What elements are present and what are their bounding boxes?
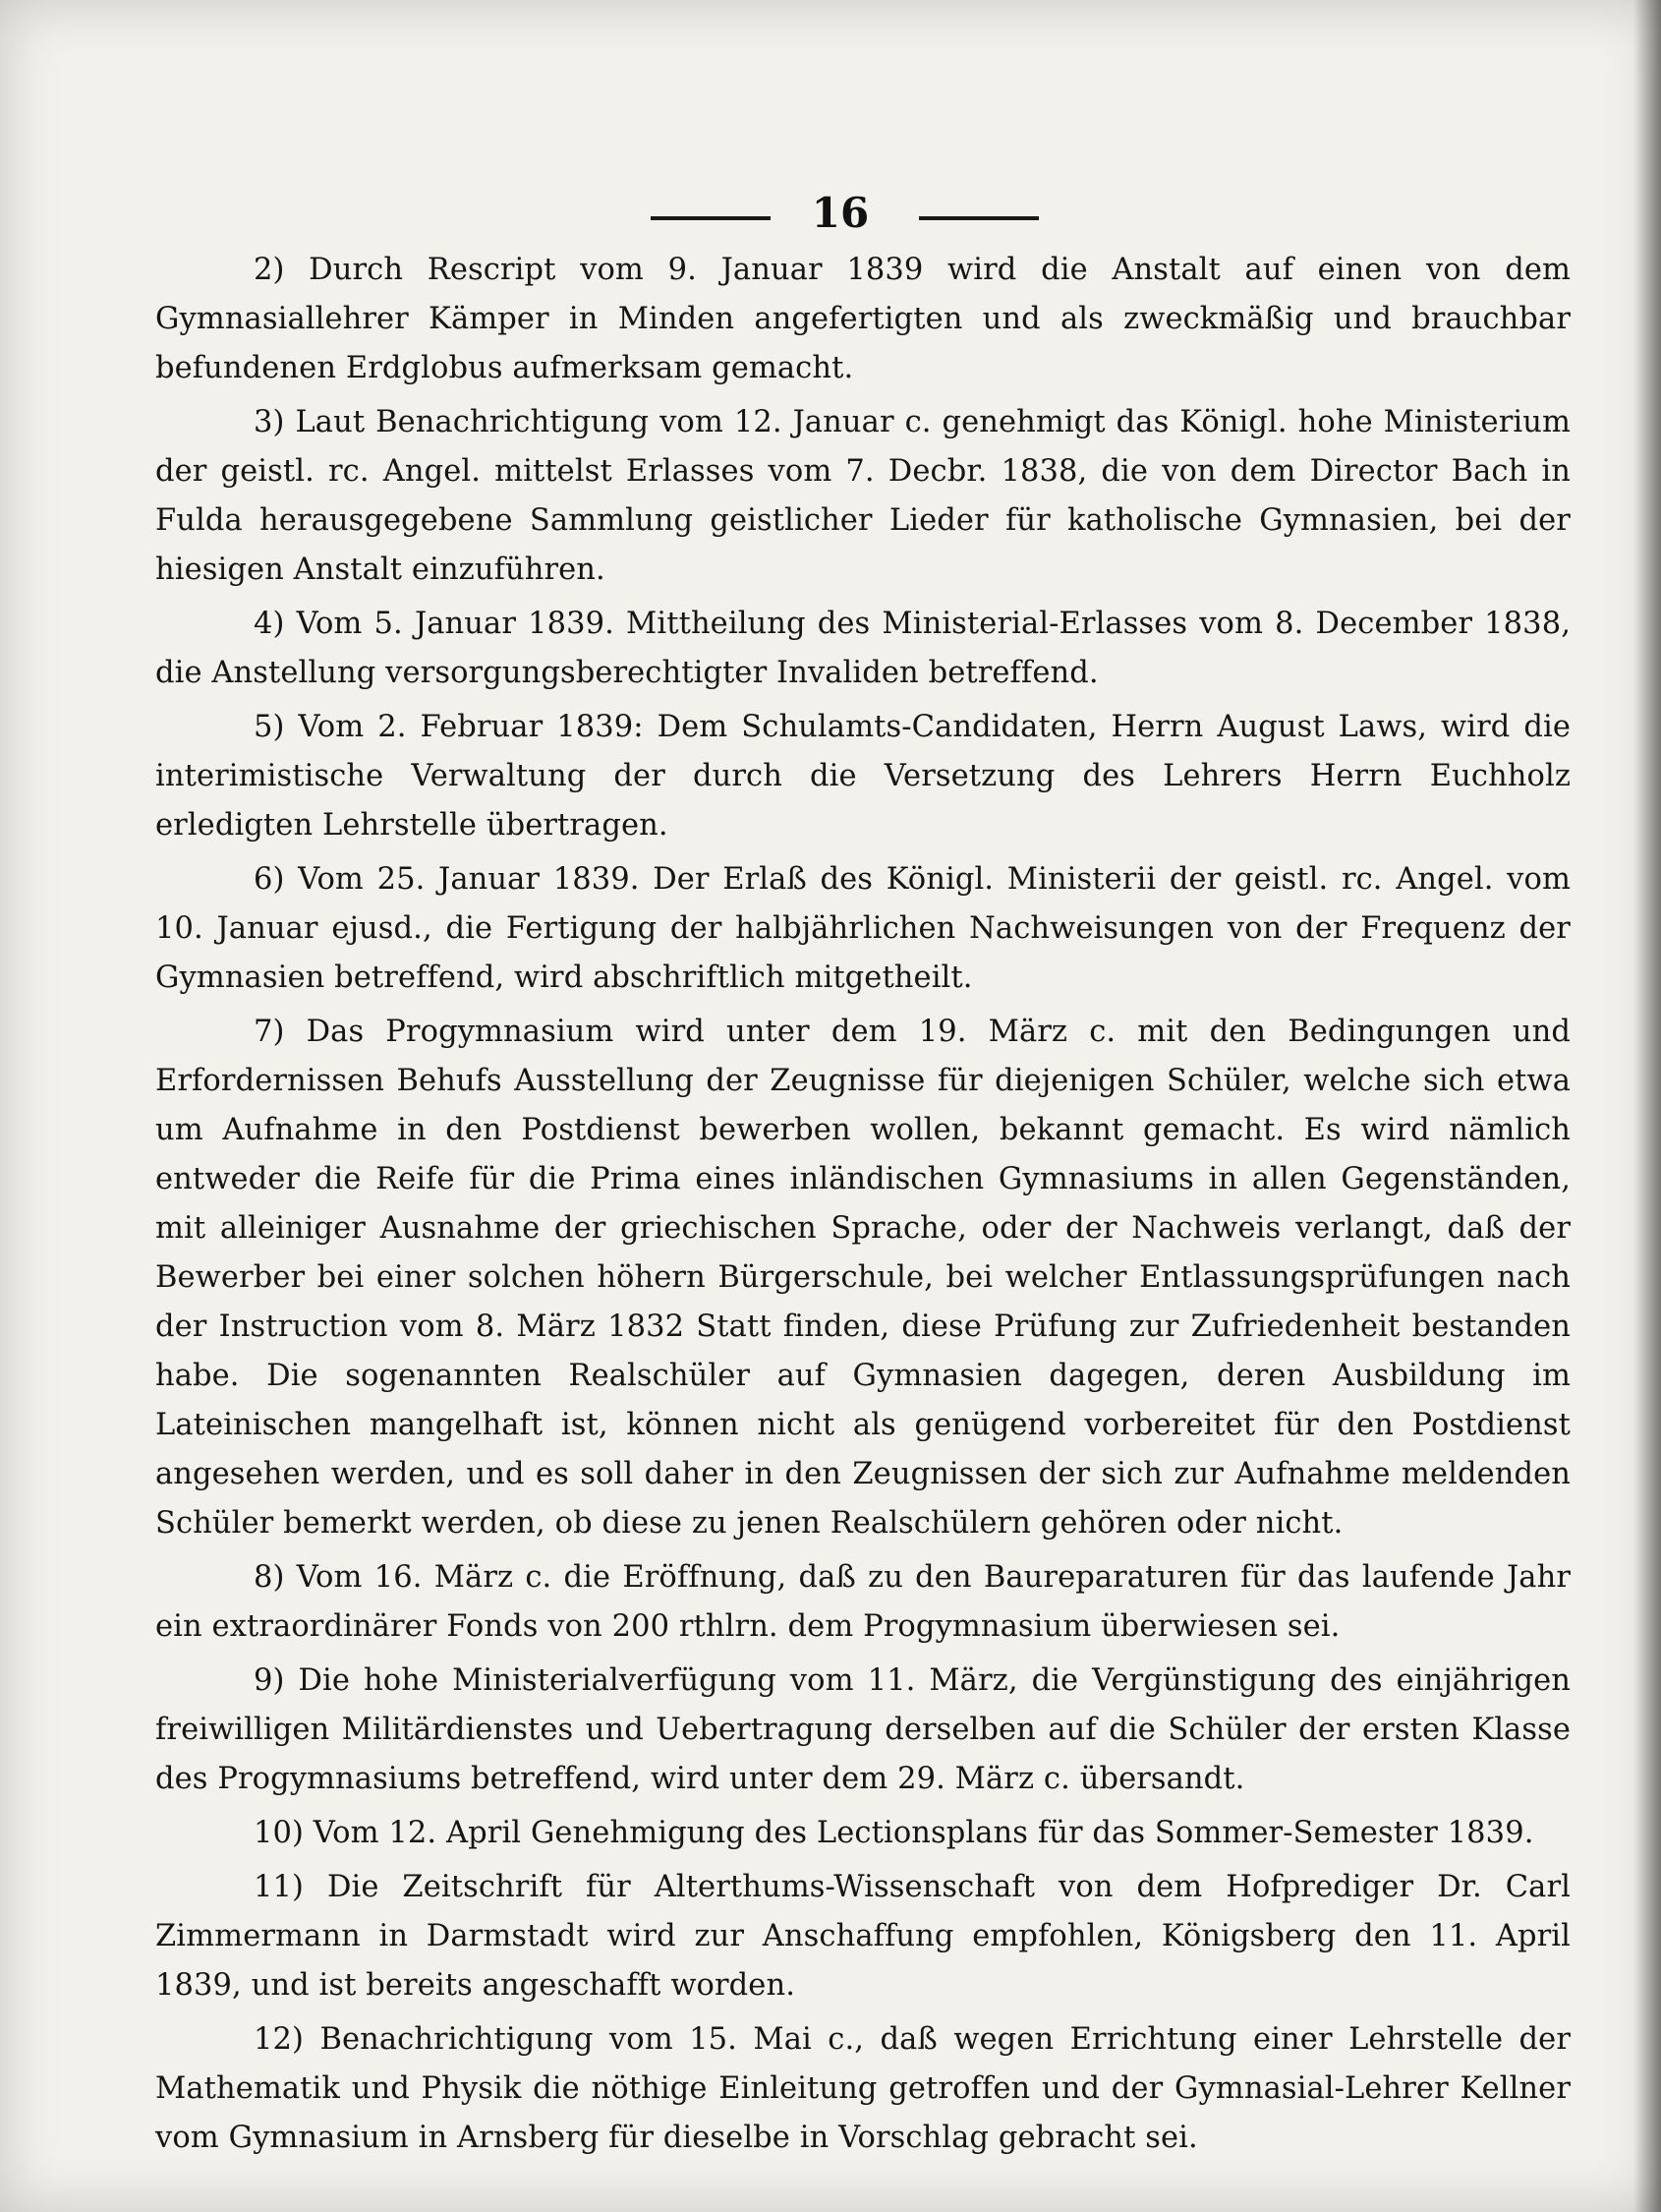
paragraph-9: 9) Die hohe Ministerialverfügung vom 11. März, die Vergünstigung des einjährigen freiwilligen Militärdienstes und Uebertragung derselben auf die Schüler der ersten Klasse des Progymnasiums betreffend, wird unter dem 29. März c. übersandt.	[155, 1663, 1571, 1796]
page-number: 16	[811, 189, 870, 237]
paragraph-5: 5) Vom 2. Februar 1839: Dem Schulamts-Candidaten, Herrn August Laws, wird die interimistische Verwaltung der durch die Versetzung des Lehrers Herrn Euchholz erledigten Lehrstelle übertragen.	[155, 710, 1571, 843]
document-body	[155, 246, 1571, 2168]
paragraph-6: 6) Vom 25. Januar 1839. Der Erlaß des Königl. Ministerii der geistl. rc. Angel. vom 10. Januar ejusd., die Fertigung der halbjährlichen Nachweisungen von der Frequenz der Gymnasien betreffend, wird abschriftlich mitgetheilt.	[155, 862, 1571, 995]
page-header	[0, 189, 1661, 244]
binding-shadow	[1633, 0, 1661, 2212]
paragraph-12: 12) Benachrichtigung vom 15. Mai c., daß wegen Errichtung einer Lehrstelle der Mathematik und Physik die nöthige Einleitung getroffen und der Gymnasial-Lehrer Kellner vom Gymnasium in Arnsberg für dieselbe in Vorschlag gebracht sei.	[155, 2022, 1571, 2155]
paragraph-2: 2) Durch Rescript vom 9. Januar 1839 wird die Anstalt auf einen von dem Gymnasiallehrer Kämper in Minden angefertigten und als zweckmäßig und brauchbar befundenen Erdglobus aufmerksam gemacht.	[155, 253, 1571, 385]
paragraph-7: 7) Das Progymnasium wird unter dem 19. März c. mit den Bedingungen und Erfordernissen Behufs Ausstellung der Zeugnisse für diejenigen Schüler, welche sich etwa um Aufnahme in den Postdienst bewerben wollen, bekannt gemacht. Es wird nämlich entweder die Reife für die Prima eines inländischen Gymnasiums in allen Gegenständen, mit alleiniger Ausnahme der griechischen Sprache, oder der Nachweis verlangt, daß der Bewerber bei einer solchen höhern Bürgerschule, bei welcher Entlassungsprüfungen nach der Instruction vom 8. März 1832 Statt finden, diese Prüfung zur Zufriedenheit bestanden habe. Die sogenannten Realschüler auf Gymnasien dagegen, deren Ausbildung im Lateinischen mangelhaft ist, können nicht als genügend vorbereitet für den Postdienst angesehen werden, und es soll daher in den Zeugnissen der sich zur Aufnahme meldenden Schüler bemerkt werden, ob diese zu jenen Realschülern gehören oder nicht.	[155, 1015, 1571, 1541]
paragraph-11: 11) Die Zeitschrift für Alterthums-Wissenschaft von dem Hofprediger Dr. Carl Zimmermann in Darmstadt wird zur Anschaffung empfohlen, Königsberg den 11. April 1839, und ist bereits angeschafft worden.	[155, 1870, 1571, 2003]
header-rule-right	[919, 216, 1039, 220]
paragraph-10: 10) Vom 12. April Genehmigung des Lectionsplans für das Sommer-Semester 1839.	[254, 1816, 1534, 1850]
paragraph-4: 4) Vom 5. Januar 1839. Mittheilung des Ministerial-Erlasses vom 8. December 1838, die Anstellung versorgungsberechtigter Invaliden betreffend.	[155, 607, 1571, 690]
header-rule-left	[651, 216, 771, 220]
paragraph-8: 8) Vom 16. März c. die Eröffnung, daß zu den Baureparaturen für das laufende Jahr ein extraordinärer Fonds von 200 rthlrn. dem Progymnasium überwiesen sei.	[155, 1560, 1571, 1644]
paragraph-3: 3) Laut Benachrichtigung vom 12. Januar c. genehmigt das Königl. hohe Ministerium der geistl. rc. Angel. mittelst Erlasses vom 7. Decbr. 1838, die von dem Director Bach in Fulda herausgegebene Sammlung geistlicher Lieder für katholische Gymnasien, bei der hiesigen Anstalt einzuführen.	[155, 405, 1571, 587]
